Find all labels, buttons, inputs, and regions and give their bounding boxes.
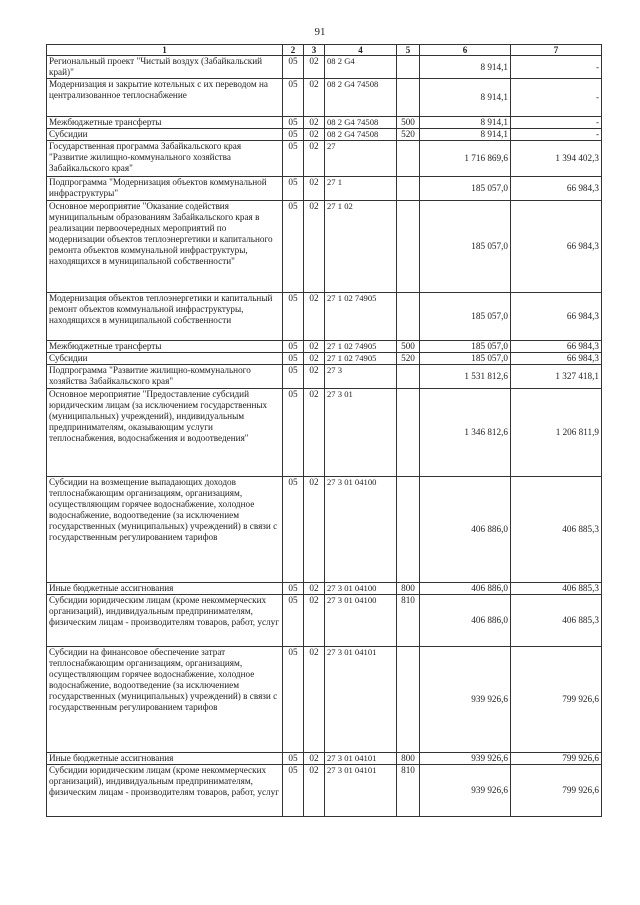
table-row [47, 141, 602, 177]
table-row [47, 353, 602, 365]
table-row [47, 595, 602, 647]
row-target-article: 27 [325, 141, 397, 177]
table-header-row [47, 45, 602, 56]
row-target-article: 27 3 01 04100 [325, 477, 397, 583]
budget-table [46, 44, 602, 817]
header-cell: 6 [420, 45, 511, 56]
row-target-article: 27 3 01 04100 [325, 583, 397, 595]
row-expense-type [397, 647, 420, 753]
row-sum-col6: 939 926,6 [420, 753, 511, 765]
header-cell: 2 [283, 45, 304, 56]
row-subsection: 02 [304, 753, 325, 765]
row-sum-col6: 185 057,0 [420, 353, 511, 365]
row-section: 05 [283, 201, 304, 293]
table-row [47, 293, 602, 341]
row-expense-type [397, 365, 420, 389]
table-row [47, 583, 602, 595]
row-sum-col6: 406 886,0 [420, 477, 511, 583]
row-target-article: 08 2 G4 74508 [325, 79, 397, 117]
table-row [47, 56, 602, 79]
row-name: Субсидии юридическим лицам (кроме некоммерческих организаций), индивидуальным предпринимателям, физическим лицам - производителям товаров, работ, услуг [47, 595, 283, 647]
row-name: Субсидии на возмещение выпадающих доходов теплоснабжающим организациям, организациям, осуществляющим горячее водоснабжение, холодное водоснабжение, водоотведение (за исключением государственных (муниципальных) учреждений) в связи с государственным регулированием тарифов [47, 477, 283, 583]
row-sum-col6: 1 716 869,6 [420, 141, 511, 177]
row-subsection: 02 [304, 595, 325, 647]
table-row [47, 341, 602, 353]
row-expense-type: 520 [397, 353, 420, 365]
row-section: 05 [283, 141, 304, 177]
row-section: 05 [283, 595, 304, 647]
row-target-article: 27 1 02 74905 [325, 353, 397, 365]
row-target-article: 27 3 [325, 365, 397, 389]
row-subsection: 02 [304, 177, 325, 201]
row-sum-col7: 66 984,3 [511, 341, 602, 353]
row-name: Региональный проект "Чистый воздух (Забайкальский край)" [47, 56, 283, 79]
row-sum-col6: 406 886,0 [420, 595, 511, 647]
row-target-article: 27 3 01 04101 [325, 765, 397, 817]
row-subsection: 02 [304, 389, 325, 477]
row-name: Иные бюджетные ассигнования [47, 583, 283, 595]
row-name: Подпрограмма "Модернизация объектов коммунальной инфраструктуры" [47, 177, 283, 201]
row-sum-col6: 185 057,0 [420, 341, 511, 353]
row-subsection: 02 [304, 129, 325, 141]
table-row [47, 753, 602, 765]
row-sum-col7: 406 885,3 [511, 477, 602, 583]
row-section: 05 [283, 117, 304, 129]
row-name: Модернизация и закрытие котельных с их переводом на централизованное теплоснабжение [47, 79, 283, 117]
row-expense-type: 800 [397, 583, 420, 595]
row-section: 05 [283, 341, 304, 353]
row-target-article: 27 3 01 [325, 389, 397, 477]
row-name: Основное мероприятие "Оказание содействия муниципальным образованиям Забайкальского края в реализации первоочередных мероприятий по модернизации объектов теплоэнергетики и капитального ремонта объектов коммунальной инфраструктуры, находящихся в муниципальной собственности" [47, 201, 283, 293]
row-section: 05 [283, 647, 304, 753]
row-sum-col6: 939 926,6 [420, 765, 511, 817]
row-section: 05 [283, 79, 304, 117]
table-row [47, 765, 602, 817]
row-sum-col7: 1 394 402,3 [511, 141, 602, 177]
row-sum-col6: 8 914,1 [420, 79, 511, 117]
row-sum-col6: 185 057,0 [420, 177, 511, 201]
row-name: Межбюджетные трансферты [47, 117, 283, 129]
row-expense-type [397, 389, 420, 477]
row-section: 05 [283, 293, 304, 341]
table-row [47, 389, 602, 477]
row-name: Иные бюджетные ассигнования [47, 753, 283, 765]
row-sum-col7: - [511, 129, 602, 141]
row-sum-col6: 406 886,0 [420, 583, 511, 595]
row-sum-col7: 1 327 418,1 [511, 365, 602, 389]
row-subsection: 02 [304, 201, 325, 293]
row-section: 05 [283, 56, 304, 79]
row-name: Модернизация объектов теплоэнергетики и капитальный ремонт объектов коммунальной инфраструктуры, находящихся в муниципальной собственности [47, 293, 283, 341]
row-subsection: 02 [304, 79, 325, 117]
row-sum-col7: 799 926,6 [511, 753, 602, 765]
row-sum-col6: 8 914,1 [420, 117, 511, 129]
row-subsection: 02 [304, 141, 325, 177]
row-expense-type: 810 [397, 595, 420, 647]
row-sum-col7: 66 984,3 [511, 353, 602, 365]
table-row [47, 647, 602, 753]
row-subsection: 02 [304, 365, 325, 389]
row-name: Подпрограмма "Развитие жилищно-коммунального хозяйства Забайкальского края" [47, 365, 283, 389]
table-row [47, 201, 602, 293]
row-target-article: 08 2 G4 [325, 56, 397, 79]
row-sum-col6: 1 531 812,6 [420, 365, 511, 389]
row-target-article: 27 3 01 04101 [325, 647, 397, 753]
row-subsection: 02 [304, 353, 325, 365]
row-section: 05 [283, 765, 304, 817]
row-sum-col7: 66 984,3 [511, 293, 602, 341]
row-subsection: 02 [304, 341, 325, 353]
header-cell: 4 [325, 45, 397, 56]
row-name: Субсидии [47, 353, 283, 365]
row-target-article: 27 1 02 74905 [325, 341, 397, 353]
header-cell: 7 [511, 45, 602, 56]
row-subsection: 02 [304, 56, 325, 79]
row-sum-col7: 799 926,6 [511, 765, 602, 817]
row-target-article: 27 1 02 74905 [325, 293, 397, 341]
row-sum-col6: 1 346 812,6 [420, 389, 511, 477]
table-row [47, 477, 602, 583]
row-target-article: 08 2 G4 74508 [325, 117, 397, 129]
row-section: 05 [283, 477, 304, 583]
row-expense-type: 810 [397, 765, 420, 817]
row-target-article: 27 1 [325, 177, 397, 201]
row-expense-type: 500 [397, 341, 420, 353]
row-sum-col7: 799 926,6 [511, 647, 602, 753]
row-sum-col7: 1 206 811,9 [511, 389, 602, 477]
row-section: 05 [283, 129, 304, 141]
row-sum-col6: 185 057,0 [420, 293, 511, 341]
row-sum-col7: 66 984,3 [511, 201, 602, 293]
row-section: 05 [283, 583, 304, 595]
row-subsection: 02 [304, 647, 325, 753]
row-subsection: 02 [304, 765, 325, 817]
row-sum-col7: 66 984,3 [511, 177, 602, 201]
row-sum-col6: 185 057,0 [420, 201, 511, 293]
row-target-article: 27 3 01 04101 [325, 753, 397, 765]
row-name: Межбюджетные трансферты [47, 341, 283, 353]
row-sum-col6: 8 914,1 [420, 56, 511, 79]
row-sum-col7: 406 885,3 [511, 583, 602, 595]
row-sum-col7: - [511, 79, 602, 117]
row-expense-type [397, 79, 420, 117]
header-cell: 1 [47, 45, 283, 56]
table-row [47, 177, 602, 201]
row-subsection: 02 [304, 293, 325, 341]
row-target-article: 08 2 G4 74508 [325, 129, 397, 141]
row-expense-type [397, 293, 420, 341]
row-expense-type [397, 477, 420, 583]
row-expense-type [397, 141, 420, 177]
row-expense-type [397, 177, 420, 201]
row-name: Государственная программа Забайкальского края "Развитие жилищно-коммунального хозяйства Забайкальского края" [47, 141, 283, 177]
row-section: 05 [283, 353, 304, 365]
row-sum-col6: 939 926,6 [420, 647, 511, 753]
row-name: Субсидии юридическим лицам (кроме некоммерческих организаций), индивидуальным предпринимателям, физическим лицам - производителям товаров, работ, услуг [47, 765, 283, 817]
row-section: 05 [283, 389, 304, 477]
page-number: 91 [314, 26, 326, 38]
row-expense-type [397, 201, 420, 293]
row-subsection: 02 [304, 583, 325, 595]
table-row [47, 365, 602, 389]
row-expense-type: 800 [397, 753, 420, 765]
header-cell: 3 [304, 45, 325, 56]
row-target-article: 27 1 02 [325, 201, 397, 293]
row-expense-type [397, 56, 420, 79]
row-subsection: 02 [304, 477, 325, 583]
row-expense-type: 500 [397, 117, 420, 129]
table-row [47, 129, 602, 141]
table-row [47, 79, 602, 117]
row-sum-col7: 406 885,3 [511, 595, 602, 647]
row-target-article: 27 3 01 04100 [325, 595, 397, 647]
row-name: Основное мероприятие "Предоставление субсидий юридическим лицам (за исключением государственных (муниципальных) учреждений), индивидуальным предпринимателям, оказывающим услуги теплоснабжения, водоснабжения и водоотведения" [47, 389, 283, 477]
row-name: Субсидии [47, 129, 283, 141]
row-sum-col6: 8 914,1 [420, 129, 511, 141]
row-section: 05 [283, 365, 304, 389]
row-section: 05 [283, 177, 304, 201]
table-row [47, 117, 602, 129]
row-section: 05 [283, 753, 304, 765]
header-cell: 5 [397, 45, 420, 56]
row-sum-col7: - [511, 117, 602, 129]
row-sum-col7: - [511, 56, 602, 79]
row-expense-type: 520 [397, 129, 420, 141]
row-name: Субсидии на финансовое обеспечение затрат теплоснабжающим организациям, организациям, осуществляющим горячее водоснабжение, холодное водоснабжение, водоотведение (за исключением государственных (муниципальных) учреждений) в связи с государственным регулированием тарифов [47, 647, 283, 753]
row-subsection: 02 [304, 117, 325, 129]
